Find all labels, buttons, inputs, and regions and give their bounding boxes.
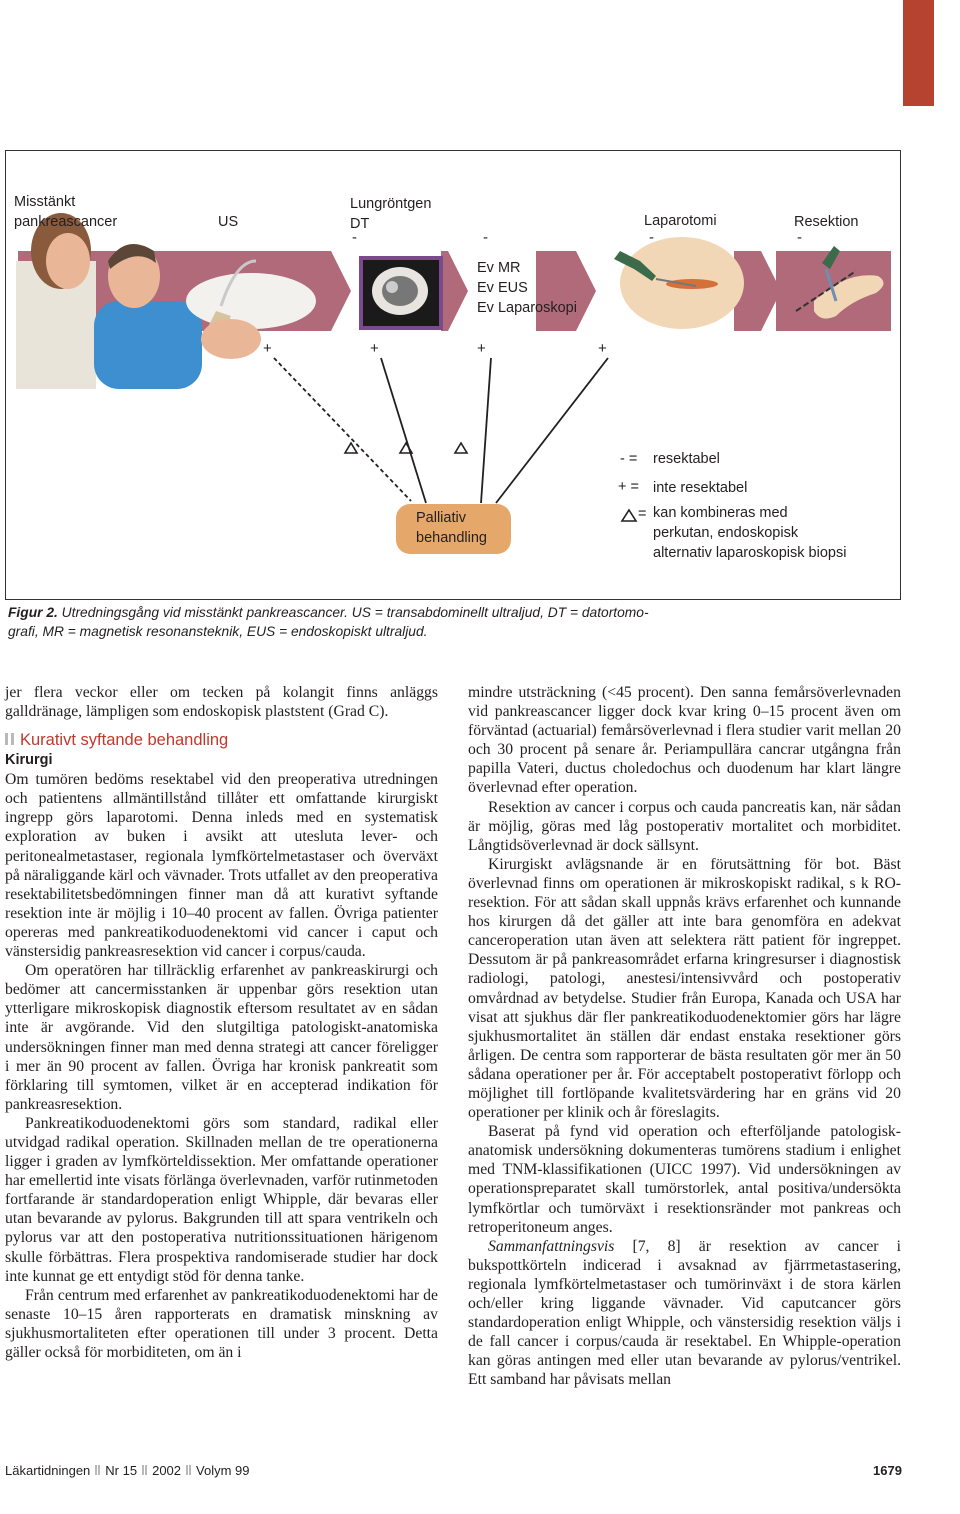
plus-marker: +	[477, 340, 486, 357]
heading-marker-icon	[5, 733, 14, 745]
text-column-right	[468, 683, 901, 1389]
paragraph: Om operatören har tillräcklig erfarenhet av pankreaskirurgi och bedömer att cancermisstanken är uppenbar görs resektion utan ytterligare mikroskopisk diagnostik eftersom resultatet av en sådan inte är avgörande. Vid den slutgiltiga patologiskt-anatomiska undersökningen finner man med denna strategi att cancer föreligger i mer än 90 procent av fallen. Övriga har kronisk pankreatit som förklaring till symtomen, vilket är en accepterad indikation för pankreasresektion.	[5, 962, 438, 1113]
section-heading	[5, 729, 438, 751]
triangle-icon-3	[455, 443, 467, 453]
paragraph: jer flera veckor eller om tecken på kolangit finns anläggs galldränage, lämpligen som endoskopisk plaststent (Grad C).	[5, 684, 438, 721]
legend-tri-line1: kan kombineras med	[653, 505, 788, 521]
section-heading-text: Kurativt syftande behandling	[20, 731, 229, 750]
doctor-figure	[16, 213, 96, 389]
triangle-icon-2	[400, 443, 412, 453]
legend-tri-line2: perkutan, endoskopisk	[653, 525, 799, 541]
separator-icon	[142, 1465, 147, 1475]
plus-marker: +	[263, 340, 272, 357]
legend-plus-key: + =	[618, 479, 639, 495]
plus-marker: +	[598, 340, 607, 357]
paragraph	[468, 1237, 901, 1390]
legend-minus-key: - =	[620, 451, 638, 467]
paragraph: Pankreatikoduodenektomi görs som standard, radikal eller utvidgad radikal operation. Skillnaden mellan de tre operationerna ligger i graden av lymfkörteldissektion. Mer omfattande operationer har emellertid inte visats förlänga överlevnaden, varför rutinmetoden fortfarande är standardoperation enligt Whipple, där bevaras eller utan bevarande av pylorus. Bakgrunden till att spara ventrikeln och pylorus var att den postoperativa nutritionssituationen härigenom skulle förbättras. Flera prospektiva randomiserade studier har dock inte kunnat ge ett entydigt stöd för denna tanke.	[5, 1114, 438, 1285]
step-suspected-line2: pankreascancer	[14, 214, 118, 230]
step-resektion: Resektion	[794, 214, 859, 230]
step-ev-eus: Ev EUS	[477, 280, 528, 296]
paragraph: Om tumören bedöms resektabel vid den preoperativa utredningen och patientens allmäntillstånd tillåter ett omfattande kirurgiskt ingrepp görs laparotomi. Denna inleds med en systematisk exploration av buken i avsikt att utesluta lever- och peritonealmetastaser, regionala lymfkörtelmetastaser och överväxt på näraliggande kärl och vävnader. Trots utfallet av den preoperativa resektabilitetsbedömningen finner man då att kurativt syftande resektion inte är möjlig i 10–40 procent av fallen. Övriga patienter opereras med pankreatikoduodenektomi vid cancer i caput och vänstersidig pankreasresektion vid cancer i corpus/cauda.	[5, 771, 438, 961]
step-ev-mr: Ev MR	[477, 260, 521, 276]
step-lung-line1: Lungröntgen	[350, 196, 432, 212]
footer-issue: Nr 15	[105, 1463, 138, 1478]
footer-journal-name: Läkartidningen	[5, 1463, 91, 1478]
caption-line2: grafi, MR = magnetisk resonansteknik, EUS = endoskopiskt ultraljud.	[8, 624, 428, 639]
paragraph: Baserat på fynd vid operation och efterföljande patologisk-anatomisk undersökning dokumenteras tumörens stadium i enlighet med TNM-klassifikationen (UICC 1997). Vid undersökningen av operationspreparatet skall tumörstorlek, antal positiva/undersökta lymfkörtlar och tumörväxt i resektionsränder mot pankreas och retroperitoneum anges.	[468, 1123, 901, 1236]
palliativ-line1: Palliativ	[416, 510, 466, 526]
triangle-icon-1	[345, 443, 357, 453]
legend-tri-line3: alternativ laparoskopisk biopsi	[653, 545, 847, 561]
figure-caption	[8, 603, 778, 641]
band-arrow-3	[441, 251, 468, 331]
legend-minus-text: resektabel	[653, 451, 720, 467]
section-tab	[903, 0, 934, 106]
paragraph: Från centrum med erfarenhet av pankreatikoduodenektomi har de senaste 10–15 åren rapporterats en dramatisk minskning av sjukhusmortaliteten efter operationen till under 3 procent. Detta gäller också för morbiditeten, om än i	[5, 1286, 438, 1361]
text-column-left	[5, 683, 438, 1362]
page-number: 1679	[873, 1463, 902, 1478]
subheading: Kirurgi	[5, 752, 53, 769]
step-ev-lap: Ev Laparoskopi	[477, 300, 577, 316]
minus-marker: -	[352, 229, 357, 246]
separator-icon	[95, 1465, 100, 1475]
ct-monitor	[361, 258, 441, 328]
footer-journal	[5, 1463, 250, 1478]
minus-marker: -	[483, 229, 488, 246]
step-us: US	[218, 214, 239, 230]
step-laparotomi: Laparotomi	[644, 213, 717, 229]
plus-marker: +	[370, 340, 379, 357]
summary-emphasis: Sammanfattningsvis	[488, 1237, 615, 1255]
summary-text: [7, 8] är resektion av cancer i bukspottkörteln indicerad i avsaknad av fjärrmetastasering, regionala lymfkörtelmetastaser och tumörinväxt i de stora kärlen och/eller kring liggande vävnader. Vid caputcancer görs standardoperation enligt Whipple, och vänstersidig resektion väljs i de fall cancer i corpus/cauda är resektabel. En Whipple-operation kan göras antingen med eller utan bevarande av pylorus/ventrikel. Ett samband har påvisats mellan	[468, 1237, 901, 1389]
caption-line1: Utredningsgång vid misstänkt pankreascancer. US = transabdominellt ultraljud, DT = datortomo-	[57, 605, 649, 620]
footer-year: 2002	[152, 1463, 182, 1478]
caption-label: Figur 2.	[8, 605, 58, 620]
paragraph: Resektion av cancer i corpus och cauda pancreatis kan, när sådan är möjlig, göras med låg postoperativ mortalitet och morbiditet. Långtidsöverlevnad är dock sällsynt.	[468, 798, 901, 854]
footer-volume: Volym 99	[196, 1463, 250, 1478]
paragraph: Kirurgiskt avlägsnande är en förutsättning för bot. Bäst överlevnad finns om operationen är mikroskopiskt radikal, s k RO-resektion. För att sådan skall uppnås krävs erfarenhet och kunnande hos kirurgen då det gäller att inte bara genomföra en adekvat canceroperation utan även att selektera rätt patient för ingreppet. Dessutom är på pankreasområdet erfarna kringresurser i diagnostisk radiologi, patologi, anestesi/intensivvård och postoperativ omvårdnad av betydelse. Studier från Europa, Kanada och USA har visat att sjukhus där fler pankreatikoduodenektomier görs har lägre sjukhusmortalitet än ställen där endast enstaka resektioner görs årligen. De centra som rapporterar de bästa resultaten gör mer än 50 sådana operationer per år. För acceptabelt postoperativt förlopp och möjlighet till fortlöpande kvalitetsvärdering har en gräns vid 20 operationer per klinik och år föreslagits.	[468, 855, 901, 1122]
palliativ-box	[396, 504, 511, 554]
band-arrow-4	[536, 251, 596, 331]
paragraph: mindre utsträckning (<45 procent). Den sanna femårsöverlevnaden vid pankreascancer ligger dock kvar kring 0–15 procent även om förväntad (actuarial) femårsöverlevnad i flera studier varit mellan 20 och 30 procent på senare år. Periampullära cancrar utgångna från papilla Vateri, ductus choledochus och duodenum har klart längre överlevnad efter operation.	[468, 684, 901, 797]
legend-tri-key: =	[638, 506, 647, 522]
step-lung-line2: DT	[350, 216, 370, 232]
minus-marker: -	[649, 229, 654, 246]
legend-triangle-icon	[622, 510, 636, 521]
legend-plus-text: inte resektabel	[653, 480, 748, 496]
separator-icon	[186, 1465, 191, 1475]
palliativ-line2: behandling	[416, 530, 487, 546]
minus-marker: -	[797, 229, 802, 246]
step-suspected-line1: Misstänkt	[14, 194, 76, 210]
